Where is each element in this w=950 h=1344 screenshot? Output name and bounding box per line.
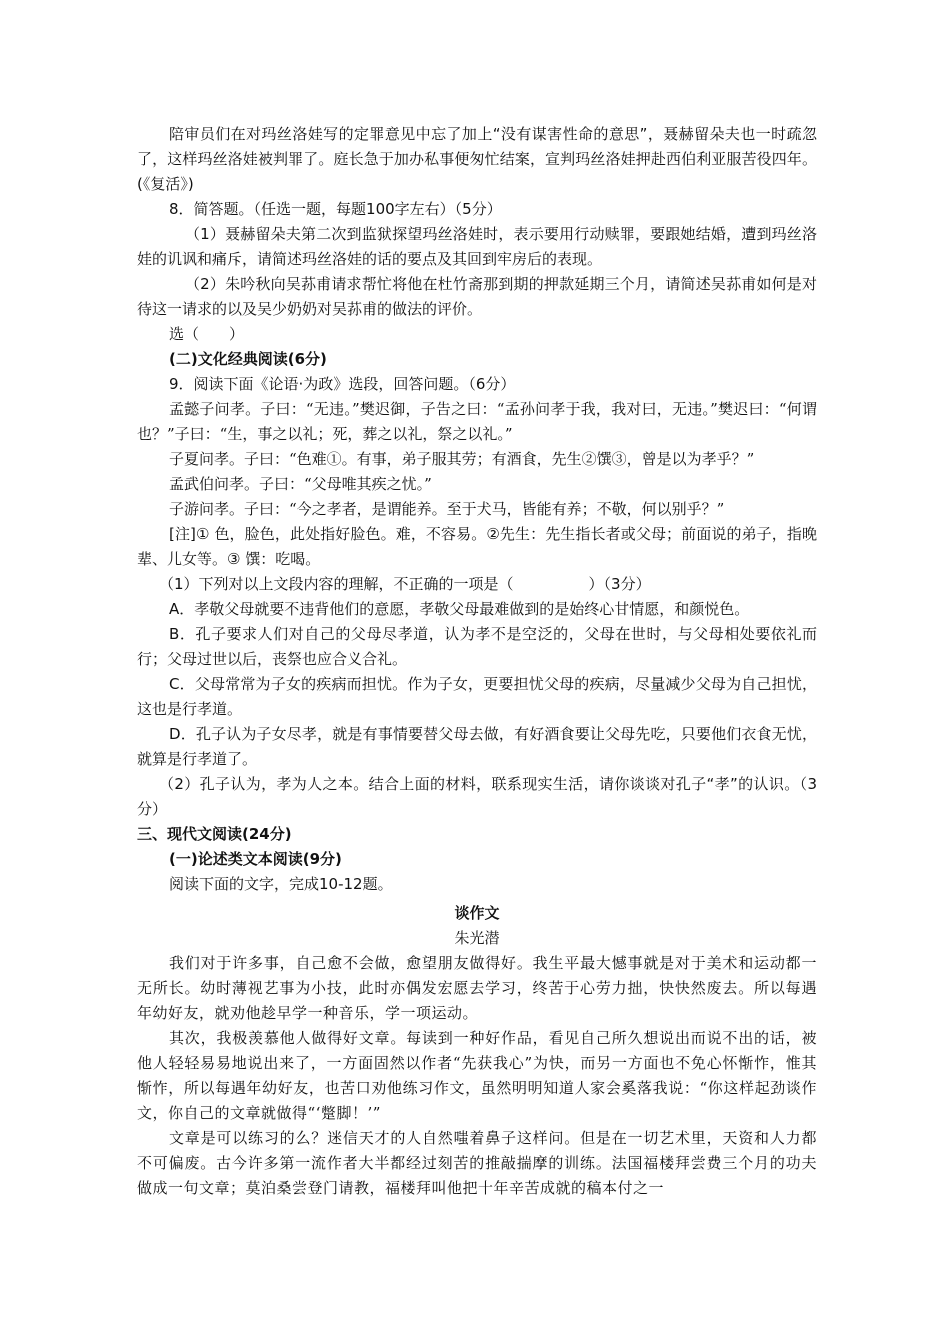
classic-passage-3: 孟武伯问孝。子曰：“父母唯其疾之忧。”: [169, 475, 432, 493]
reading-instruction: 阅读下面的文字，完成10-12题。: [169, 875, 393, 893]
passage-paragraph: 陪审员们在对玛丝洛娃写的定罪意见中忘了加上“没有谋害性命的意思”，聂赫留朵夫也一时疏忽了，这样玛丝洛娃被判罪了。庭长急于加办私事便匆忙结案，宣判玛丝洛娃押赴西伯利亚服苦役四年。(《复活》): [137, 125, 817, 193]
article-paragraph-2: 其次，我极羡慕他人做得好文章。每读到一种好作品，看见自己所久想说出而说不出的话，被他人轻轻易易地说出来了，一方面固然以作者“先获我心”为快，而另一方面也不免心怀惭怍，惟其惭怍，所以每遇年幼好友，也苦口劝他练习作文，虽然明明知道人家会奚落我说：“你这样起劲谈作文，你自己的文章就做得“‘蹩脚！’”: [137, 1029, 817, 1122]
section-2-heading: (二)文化经典阅读(6分): [169, 350, 327, 368]
option-a: A．孝敬父母就要不违背他们的意愿，孝敬父母最难做到的是始终心甘情愿，和颜悦色。: [169, 600, 750, 618]
classic-passage-1: 孟懿子问孝。子曰：“无违。”樊迟御，子告之曰：“孟孙问孝于我，我对曰，无违。”樊迟曰：“何谓也？”子曰：“生，事之以礼；死，葬之以礼，祭之以礼。”: [137, 400, 817, 443]
classic-passage-2: 子夏问孝。子曰：“色难①。有事，弟子服其劳；有酒食，先生②馔③，曾是以为孝乎？”: [169, 450, 755, 468]
question-8-choice-blank: 选（ ）: [169, 325, 245, 343]
section-3-sub-heading: (一)论述类文本阅读(9分): [169, 850, 342, 868]
question-9-sub-1: （1）下列对以上文段内容的理解，不正确的一项是（ ）（3分）: [159, 575, 651, 593]
question-9-stem: 9．阅读下面《论语·为政》选段，回答问题。（6分）: [169, 375, 516, 393]
classic-passage-4: 子游问孝。子曰：“今之孝者，是谓能养。至于犬马，皆能有养；不敬，何以别乎？”: [169, 500, 725, 518]
annotation-note: [注]① 色，脸色，此处指好脸色。难，不容易。②先生：先生指长者或父母；前面说的弟子，指晚辈、儿女等。③ 馔：吃喝。: [137, 525, 817, 568]
article-paragraph-1: 我们对于许多事，自己愈不会做，愈望朋友做得好。我生平最大憾事就是对于美术和运动都一无所长。幼时薄视艺事为小技，此时亦偶发宏愿去学习，终苦于心劳力拙，快快然废去。所以每遇年幼好友，就劝他趁早学一种音乐，学一项运动。: [137, 954, 817, 1022]
question-8-option-2: （2）朱吟秋向吴荪甫请求帮忙将他在杜竹斋那到期的押款延期三个月，请简述吴荪甫如何是对待这一请求的以及吴少奶奶对吴荪甫的做法的评价。: [137, 275, 817, 318]
question-9-sub-2: （2）孔子认为，孝为人之本。结合上面的材料，联系现实生活，请你谈谈对孔子“孝”的认识。（3分）: [137, 775, 817, 818]
document-body: [137, 122, 817, 1201]
question-8-option-1: （1）聂赫留朵夫第二次到监狱探望玛丝洛娃时，表示要用行动赎罪，要跟她结婚，遭到玛丝洛娃的讥讽和痛斥，请简述玛丝洛娃的话的要点及其回到牢房后的表现。: [137, 225, 817, 268]
question-8-stem: 8．简答题。（任选一题，每题100字左右）（5分）: [169, 200, 502, 218]
article-paragraph-3: 文章是可以练习的么？迷信天才的人自然嗤着鼻子这样问。但是在一切艺术里，天资和人力都不可偏废。古今许多第一流作者大半都经过刻苦的推敲揣摩的训练。法国福楼拜尝费三个月的功夫做成一句文章；莫泊桑尝登门请教，福楼拜叫他把十年辛苦成就的稿本付之一: [137, 1129, 817, 1197]
article-title: 谈作文: [454, 904, 500, 922]
option-b: B．孔子要求人们对自己的父母尽孝道，认为孝不是空泛的，父母在世时，与父母相处要依礼而行；父母过世以后，丧祭也应合义合礼。: [137, 625, 817, 668]
section-3-heading: 三、现代文阅读(24分): [137, 825, 292, 843]
option-d: D．孔子认为子女尽孝，就是有事情要替父母去做，有好酒食要让父母先吃，只要他们衣食无忧，就算是行孝道了。: [137, 725, 817, 768]
option-c: C．父母常常为子女的疾病而担忧。作为子女，更要担忧父母的疾病，尽量减少父母为自己担忧，这也是行孝道。: [137, 675, 817, 718]
article-author: 朱光潜: [454, 929, 500, 947]
